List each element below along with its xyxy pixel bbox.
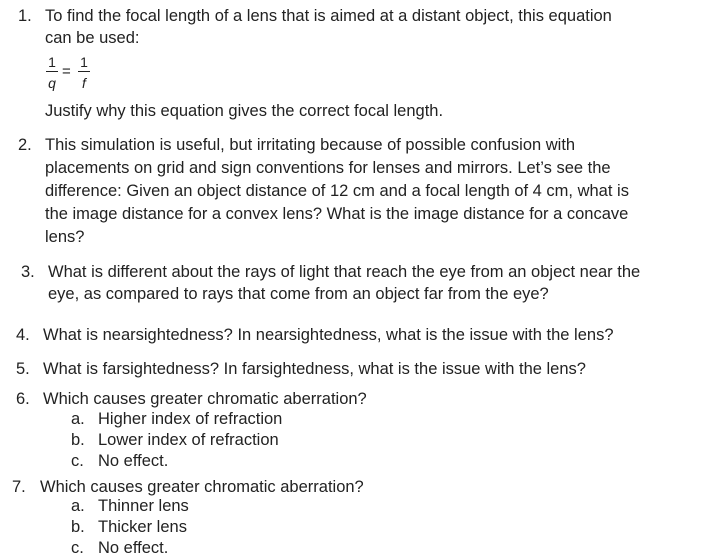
question-text: lens? — [45, 228, 85, 246]
question-number: 4. — [16, 326, 30, 344]
equals-sign: = — [62, 63, 71, 80]
option-text: No effect. — [98, 452, 169, 470]
question-text: Which causes greater chromatic aberration? — [40, 478, 364, 496]
option-text: Lower index of refraction — [98, 431, 279, 449]
option-letter: b. — [71, 518, 85, 536]
fraction-denominator: f — [82, 75, 86, 91]
question-number: 6. — [16, 390, 30, 408]
question-7 — [12, 476, 723, 554]
question-text: placements on grid and sign conventions for lenses and mirrors. Let’s see the — [45, 159, 611, 177]
fraction-numerator: 1 — [48, 54, 56, 70]
question-text: What is farsightedness? In farsightedness, what is the issue with the lens? — [43, 360, 586, 378]
fraction-numerator: 1 — [80, 54, 88, 70]
question-text: Which causes greater chromatic aberration? — [43, 390, 367, 408]
question-text: difference: Given an object distance of 12 cm and a focal length of 4 cm, what is — [45, 182, 629, 200]
question-text: Justify why this equation gives the correct focal length. — [45, 102, 444, 120]
question-text: What is nearsightedness? In nearsightedness, what is the issue with the lens? — [43, 326, 614, 344]
question-3 — [21, 261, 723, 307]
option-letter: c. — [71, 539, 84, 554]
question-4 — [16, 324, 723, 346]
fraction-denominator: q — [48, 75, 56, 91]
question-text: What is different about the rays of light that reach the eye from an object near the — [48, 263, 641, 281]
option-letter: a. — [71, 410, 85, 428]
option-letter: b. — [71, 431, 85, 449]
question-text: This simulation is useful, but irritating because of possible confusion with — [45, 136, 576, 154]
option-text: Thinner lens — [98, 497, 189, 515]
question-5 — [16, 358, 723, 380]
question-text: eye, as compared to rays that come from an object far from the eye? — [48, 285, 549, 303]
question-text: the image distance for a convex lens? What is the image distance for a concave — [45, 205, 629, 223]
question-number: 3. — [21, 263, 35, 281]
option-text: Thicker lens — [98, 518, 187, 536]
question-text: To find the focal length of a lens that is aimed at a distant object, this equation — [45, 7, 612, 25]
focal-equation — [45, 51, 105, 95]
question-2 — [18, 134, 723, 249]
question-number: 5. — [16, 360, 30, 378]
option-letter: c. — [71, 452, 84, 470]
question-6 — [16, 388, 723, 474]
option-letter: a. — [71, 497, 85, 515]
question-1 — [18, 5, 723, 125]
question-number: 1. — [18, 7, 32, 25]
question-number: 2. — [18, 136, 32, 154]
question-number: 7. — [12, 478, 26, 496]
option-text: No effect. — [98, 539, 169, 554]
question-text: can be used: — [45, 29, 140, 47]
option-text: Higher index of refraction — [98, 410, 283, 428]
